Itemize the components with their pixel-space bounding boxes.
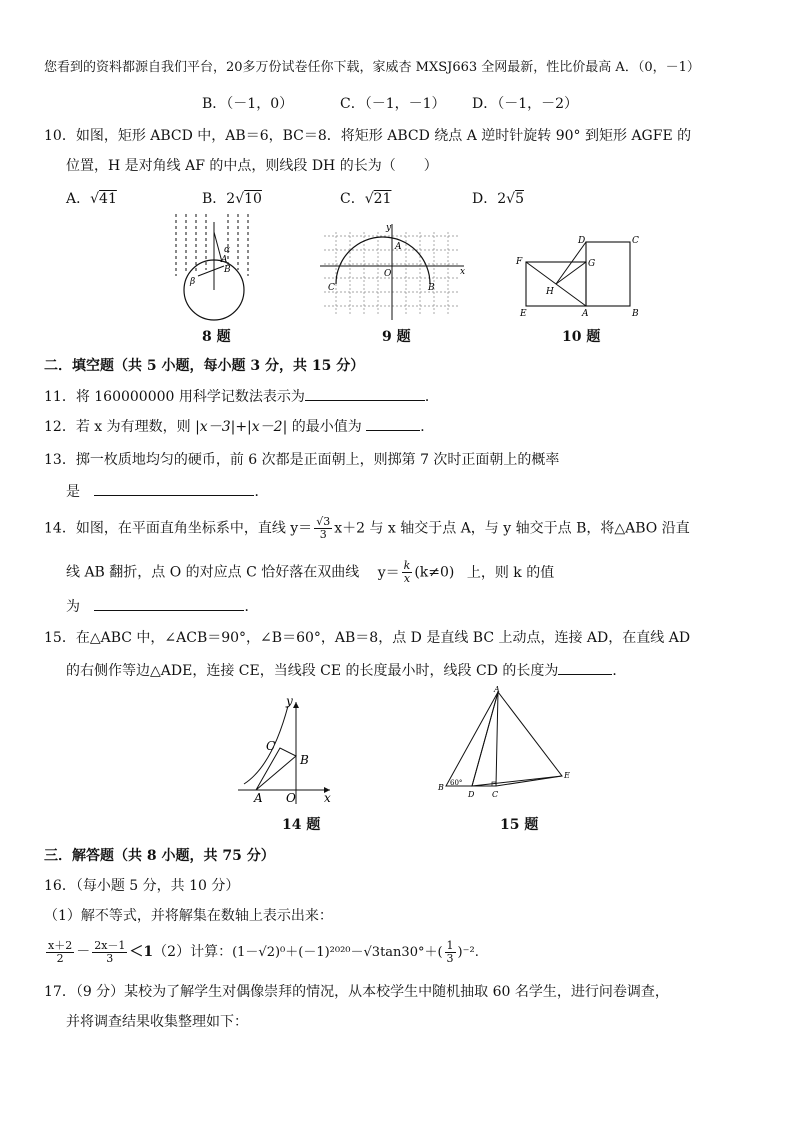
q16-line3 [44,938,479,967]
q10-option-c: C．√21 [340,191,392,207]
q15-line2-text: 的右侧作等边△ADE，连接 CE，当线段 CE 的长度最小时，线段 CD 的长度为 [66,663,559,679]
f15-label-d: D [468,790,475,799]
q13-line2-text: 是 [66,484,80,500]
q11-text: 11．将 160000000 用科学记数法表示为 [44,389,305,405]
figure-8 [168,212,260,324]
f10-label-a: A [582,309,589,319]
q12-expr: |x－3|+|x－2| [195,419,288,435]
figure-10 [510,232,650,322]
q16-frac1 [46,940,74,965]
f14-label-a: A [254,791,263,805]
q14-line2-pre: 线 AB 翻折，点 O 的对应点 C 恰好落在双曲线 [66,564,360,581]
f8-label-a: A [221,255,228,265]
header-line: 您看到的资料都源自我们平台，20多万份试卷任你下载，家威杏 MXSJ663 全网最新，性比价最高 A．（0，－1） [44,60,700,75]
f14-label-x: x [324,791,331,805]
q16-part2: （2）计算： [153,944,233,960]
q16-line1: 16．（每小题 5 分，共 10 分） [44,878,240,894]
q14-hyper-frac [402,560,413,585]
q12-blank[interactable] [366,416,420,431]
q10-opt-c-label: C． [340,191,365,207]
q14-line2 [66,560,554,585]
q14-frac-den: 3 [319,528,327,541]
f9-label-o: O [384,269,392,279]
f14-label-o: O [286,791,296,805]
q16-line2: （1）解不等式，并将解集在数轴上表示出来： [44,908,333,924]
q16-frac1-den: 2 [56,951,64,965]
f14-label-y: y [286,696,293,708]
q16-frac2 [92,940,127,965]
q14-frac [314,516,332,541]
q13-line2: 是 ． [66,481,268,502]
q16-calc: (1－√2)⁰＋(－1)²⁰²⁰－√3tan30°＋( [232,945,443,960]
q14-line1-pre: 14．如图，在平面直角坐标系中，直线 y＝ [44,520,313,537]
f14-label-b: B [300,753,309,767]
caption-15: 15 题 [500,817,539,833]
caption-10: 10 题 [562,329,601,345]
f8-label-b: B [224,265,231,275]
q10-opt-a-label: A． [66,191,91,207]
f9-label-c: C [328,283,335,293]
q15-line2: 的右侧作等边△ADE，连接 CE，当线段 CE 的长度最小时，线段 CD 的长度为 ． [66,660,626,681]
q11-blank[interactable] [305,386,425,401]
q13-blank[interactable] [94,481,254,496]
f10-label-h: H [546,287,554,297]
q16-frac1-num: x＋2 [48,938,73,952]
caption-8: 8 题 [202,329,231,345]
f9-label-x: x [460,267,466,277]
q10-opt-d-rad: 5 [515,191,524,207]
q10-opt-d-label: D． [472,191,498,207]
f15-label-angle: 60° [450,779,463,787]
q14-hyper-den: x [403,572,411,585]
q9-option-c: C．（－1，－1） [340,96,446,112]
q16-minus: － [76,944,91,960]
q14-hyper-num: k [403,559,411,572]
q10-opt-b-label: B． [202,191,227,207]
q15-blank[interactable] [558,660,612,675]
q16-frac2-den: 3 [106,951,114,965]
q9-option-b: B．（－1，0） [202,96,294,112]
q10-line2: 位置，H 是对角线 AF 的中点，则线段 DH 的长为（ ） [66,158,438,174]
q15-line1: 15．在△ABC 中，∠ACB＝90°，∠B＝60°，AB＝8，点 D 是直线 BC 上动点，连接 AD，在直线 AD [44,630,691,646]
f10-label-g: G [588,259,596,269]
f9-label-y: y [386,223,392,233]
f14-label-c: C [266,739,276,753]
f10-label-e: E [520,309,527,319]
caption-14: 14 题 [282,817,321,833]
f15-label-e: E [564,771,570,780]
q14-blank[interactable] [94,596,244,611]
figure-15 [436,684,582,804]
q10-opt-a-rad: 41 [99,191,117,207]
q14-frac-num: √3 [316,515,331,528]
q10-line1: 10．如图，矩形 ABCD 中，AB＝6，BC＝8．将矩形 ABCD 绕点 A 逆时针旋转 90° 到矩形 AGFE 的 [44,128,692,144]
f8-label-alpha: α [224,245,231,255]
f10-label-c: C [632,236,639,246]
q14-hyper-cond: (k≠0) [414,564,455,581]
q10-opt-d-coef: 2 [497,191,507,207]
f15-label-b: B [438,783,444,792]
q17-line2: 并将调查结果收集整理如下： [66,1014,248,1030]
figure-9 [318,222,468,322]
caption-9: 9 题 [382,329,411,345]
q16-calc-num: 1 [446,938,454,952]
q14-hyper-y: y＝ [377,564,400,581]
q10-opt-b-rad: 10 [244,191,262,207]
q17-line1: 17．（9 分）某校为了解学生对偶像崇拜的情况，从本校学生中随机抽取 60 名学生，进行问卷调查， [44,984,669,1000]
q16-ineq: ＜1 [129,944,154,960]
q12-post: 的最小值为 [291,419,362,435]
q16-calc-frac [445,940,456,965]
q14-line1 [44,516,690,541]
q16-calc-end: )⁻². [457,945,479,960]
q16-calc-den: 3 [446,951,454,965]
f9-label-b: B [428,283,435,293]
f10-label-f: F [516,257,523,267]
section3-title: 三．解答题（共 8 小题，共 75 分） [44,848,275,864]
q10-option-b: B．2√10 [202,191,262,207]
q10-option-d: D．2√5 [472,191,524,207]
q14-line2-post: 上，则 k 的值 [466,564,555,581]
f8-label-beta: β [190,277,196,287]
q10-option-a: A．√41 [66,191,117,207]
f15-label-c: C [492,790,499,799]
q10-opt-c-rad: 21 [373,191,392,207]
f10-label-d: D [578,236,586,246]
q14-line1-post: x＋2 与 x 轴交于点 A，与 y 轴交于点 B，将△ABO 沿直 [334,520,690,537]
q16-frac2-num: 2x－1 [94,938,126,952]
f10-label-b: B [632,309,639,319]
q9-option-d: D．（－1，－2） [472,96,579,112]
q13-line1: 13．掷一枚质地均匀的硬币，前 6 次都是正面朝上，则掷第 7 次时正面朝上的概率 [44,452,560,468]
f15-label-a: A [494,685,500,694]
section2-title: 二．填空题（共 5 小题，每小题 3 分，共 15 分） [44,358,365,374]
q12-pre: 12．若 x 为有理数，则 [44,419,191,435]
f9-label-a: A [395,242,402,252]
q14-line3-text: 为 [66,599,80,615]
figure-14 [232,696,338,808]
q10-opt-b-coef: 2 [226,191,236,207]
q12: 12．若 x 为有理数，则 |x－3|+|x－2| 的最小值为 ． [44,416,434,437]
q14-line3: 为 ． [66,596,258,617]
q11: 11．将 160000000 用科学记数法表示为 ． [44,386,439,407]
